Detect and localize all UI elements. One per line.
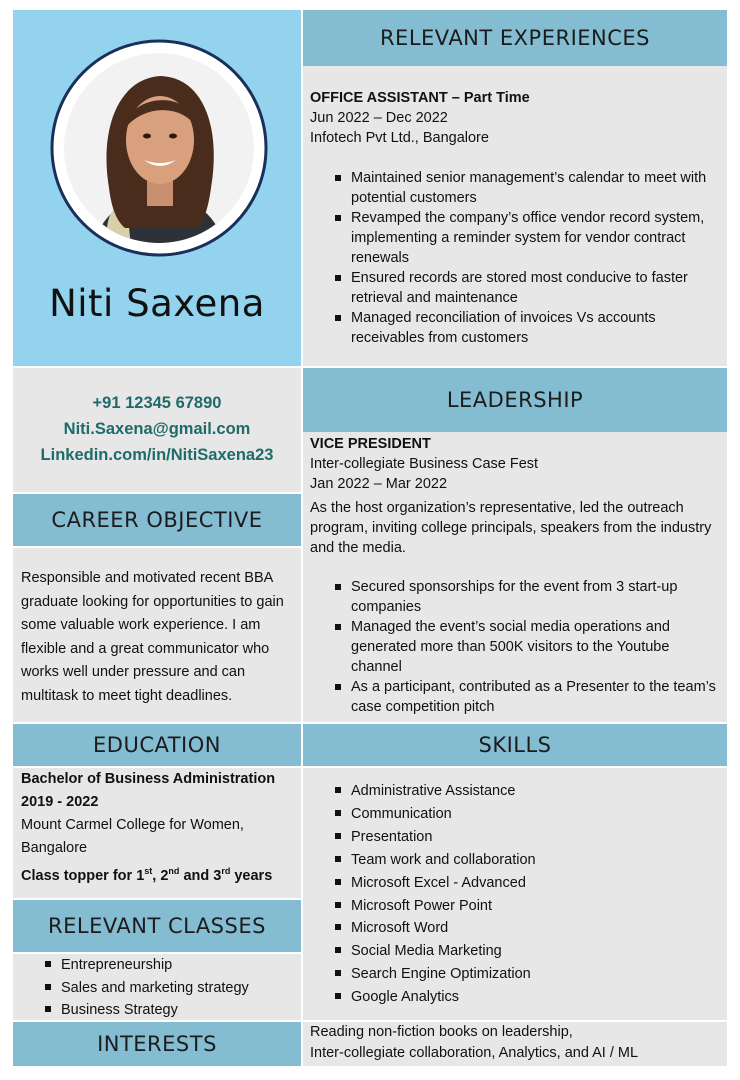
profile-panel [13, 10, 301, 366]
interests-heading: INTERESTS [13, 1022, 301, 1066]
skills-panel [303, 768, 727, 1020]
list-item: Maintained senior management’s calendar to meet with potential customers [331, 168, 717, 208]
profile-name: Niti Saxena [49, 282, 265, 325]
list-item: Sales and marketing strategy [41, 977, 301, 1000]
list-item: Managed the event’s social media operations and generated more than 500K visitors to the Youtube channel [331, 617, 717, 677]
education-panel [13, 768, 301, 898]
education-honors: Class topper for 1st, 2nd and 3rd years [21, 866, 273, 884]
interests-line-1: Reading non-fiction books on leadership, [310, 1024, 573, 1040]
leadership-heading: LEADERSHIP [303, 368, 727, 432]
list-item: Business Strategy [41, 999, 301, 1022]
list-item: Entrepreneurship [41, 954, 301, 977]
list-item: Google Analytics [331, 986, 717, 1009]
list-item: Microsoft Word [331, 917, 717, 940]
leadership-panel [303, 432, 727, 722]
leadership-summary: As the host organization’s representative, led the outreach program, inviting college principals, speakers from the industry and the media. [310, 500, 712, 556]
experience-company: Infotech Pvt Ltd., Bangalore [310, 130, 489, 146]
education-degree: Bachelor of Business Administration [21, 771, 276, 787]
list-item: Microsoft Power Point [331, 895, 717, 918]
education-institution: Mount Carmel College for Women, Bangalore [21, 817, 244, 856]
interests-panel [303, 1022, 727, 1066]
experience-dates: Jun 2022 – Dec 2022 [310, 110, 448, 126]
experience-title: OFFICE ASSISTANT – Part Time [310, 90, 530, 106]
relevant-classes-heading: RELEVANT CLASSES [13, 900, 301, 952]
career-objective-panel [13, 548, 301, 722]
contact-email: Niti.Saxena@gmail.com [63, 420, 251, 438]
list-item: Ensured records are stored most conducive to faster retrieval and maintenance [331, 268, 717, 308]
leadership-bullets [310, 577, 717, 717]
skills-heading: SKILLS [303, 724, 727, 766]
leadership-dates: Jan 2022 – Mar 2022 [310, 476, 448, 492]
list-item: Communication [331, 803, 717, 826]
career-objective-text: Responsible and motivated recent BBA graduate looking for opportunities to gain some valuable work experience. I am flexible and a great communicator who works well under pressure and can multitask to meet tight deadlines. [21, 570, 284, 704]
experience-bullets [310, 168, 717, 348]
list-item: Secured sponsorships for the event from 3 start-up companies [331, 577, 717, 617]
contact-linkedin: Linkedin.com/in/NitiSaxena23 [40, 446, 274, 464]
skills-list [331, 780, 717, 1009]
education-years: 2019 - 2022 [21, 794, 99, 810]
list-item: Revamped the company’s office vendor record system, implementing a reminder system for vendor contract renewals [331, 208, 717, 268]
career-objective-heading: CAREER OBJECTIVE [13, 494, 301, 546]
list-item: Managed reconciliation of invoices Vs accounts receivables from customers [331, 308, 717, 348]
list-item: Administrative Assistance [331, 780, 717, 803]
interests-line-2: Inter-collegiate collaboration, Analytics, and AI / ML [310, 1045, 639, 1061]
relevant-classes-list [41, 954, 301, 1022]
leadership-event: Inter-collegiate Business Case Fest [310, 456, 539, 472]
list-item: Microsoft Excel - Advanced [331, 872, 717, 895]
contact-panel [13, 368, 301, 492]
list-item: As a participant, contributed as a Presenter to the team’s case competition pitch [331, 677, 717, 717]
education-heading: EDUCATION [13, 724, 301, 766]
experience-heading: RELEVANT EXPERIENCES [303, 10, 727, 66]
leadership-title: VICE PRESIDENT [310, 436, 431, 452]
list-item: Team work and collaboration [331, 849, 717, 872]
experience-panel [303, 66, 727, 366]
profile-photo [49, 38, 269, 258]
list-item: Social Media Marketing [331, 940, 717, 963]
list-item: Presentation [331, 826, 717, 849]
list-item: Search Engine Optimization [331, 963, 717, 986]
relevant-classes-panel [13, 954, 301, 1020]
contact-phone: +91 12345 67890 [92, 394, 222, 412]
